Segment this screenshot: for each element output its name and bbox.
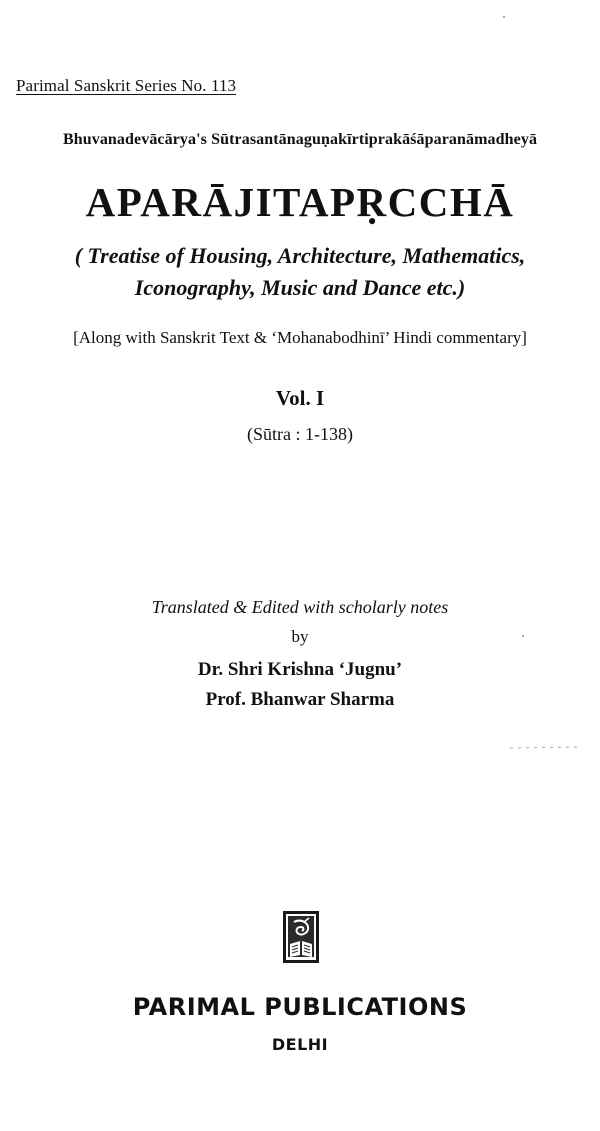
subtitle bbox=[0, 240, 600, 304]
full-title: Bhuvanadevācārya's Sūtrasantānaguṇakīrtiprakāśāparanāmadheyā bbox=[62, 131, 538, 148]
sutra-range: (Sūtra : 1-138) bbox=[247, 424, 353, 444]
subtitle-line-1: ( Treatise of Housing, Architecture, Mathematics, bbox=[74, 243, 526, 268]
main-title: APARĀJITAPṚCCHĀ bbox=[85, 179, 515, 225]
author-name: Prof. Bhanwar Sharma bbox=[205, 689, 395, 710]
volume-label: Vol. I bbox=[275, 386, 325, 410]
publisher-book-emblem-icon bbox=[282, 910, 320, 964]
subtitle-line-2: Iconography, Music and Dance etc.) bbox=[134, 275, 466, 300]
publisher-name: PARIMAL PUBLICATIONS bbox=[132, 993, 468, 1021]
credit-line: Translated & Edited with scholarly notes bbox=[151, 597, 449, 617]
series-label: Parimal Sanskrit Series No. 113 bbox=[16, 76, 237, 95]
publisher-city: DELHI bbox=[271, 1035, 329, 1054]
commentary-note: [Along with Sanskrit Text & ‘Mohanabodhinī’ Hindi commentary] bbox=[73, 328, 527, 347]
by-label: by bbox=[291, 627, 309, 646]
author-name: Dr. Shri Krishna ‘Jugnu’ bbox=[197, 659, 403, 680]
